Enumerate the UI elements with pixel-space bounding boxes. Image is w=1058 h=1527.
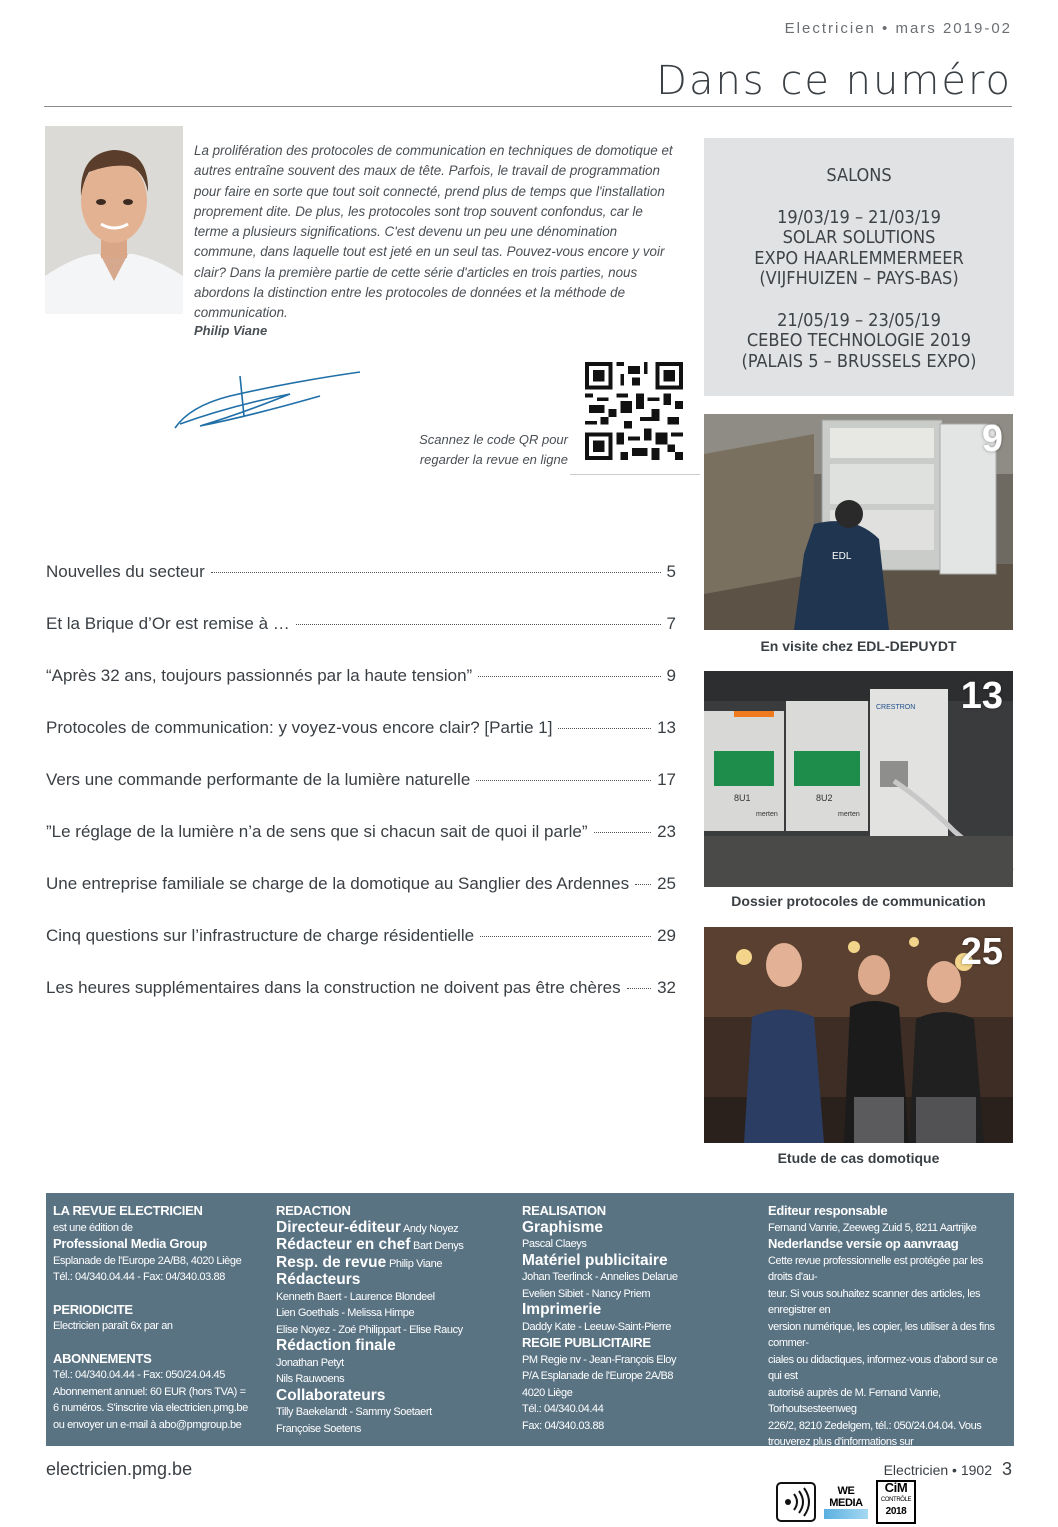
website-link[interactable]: electricien.pmg.be <box>46 1459 193 1479</box>
colophon-person: Elise Noyez - Zoé Philippart - Elise Raucy <box>276 1323 463 1336</box>
colophon-role: Graphisme <box>522 1218 603 1236</box>
colophon-person: Andy Noyez <box>402 1222 459 1235</box>
colophon-line: ou envoyer un e-mail à abo@pmgroup.be <box>53 1418 242 1431</box>
colophon-role: Matériel publicitaire <box>522 1251 668 1269</box>
colophon-person: Lien Goethals - Melissa Himpe <box>276 1307 415 1319</box>
colophon-line: Cette revue professionnelle est protégée par les droits d'au- <box>768 1254 983 1283</box>
colophon-line: 4020 Liège <box>522 1386 573 1399</box>
colophon-heading: Nederlandse versie op aanvraag <box>768 1236 959 1251</box>
crestron-logo: CRESTRON <box>876 704 916 711</box>
colophon-heading: ABONNEMENTS <box>53 1350 152 1366</box>
toc-title: Protocoles de communication: y voyez-vous encore clair? [Partie 1] <box>46 718 553 737</box>
colophon-heading: LA REVUE ELECTRICIEN <box>53 1203 203 1218</box>
toc-page: 23 <box>657 822 676 841</box>
event2-location: (PALAIS 5 – BRUSSELS EXPO) <box>741 350 977 372</box>
we-media-bar <box>824 1509 868 1519</box>
colophon-line: Fernand Vanrie, Zeeweg Zuid 5, 8211 Aartrijke <box>768 1221 977 1234</box>
colophon-heading: REDACTION <box>276 1203 351 1218</box>
title-divider <box>44 106 1012 107</box>
toc-page: 13 <box>657 718 676 737</box>
colophon-person: Evelien Sibiet - Nancy Priem <box>522 1287 651 1300</box>
colophon-production <box>522 1203 752 1434</box>
salons-heading: SALONS <box>826 165 892 186</box>
colophon-role: Resp. de revue <box>276 1253 387 1271</box>
module-brand-1: merten <box>756 811 778 818</box>
issue-meta: Electricien • mars 2019-02 <box>784 20 1012 37</box>
toc-item[interactable] <box>46 874 676 894</box>
feature-caption: Dossier protocoles de communication <box>731 893 986 909</box>
press-copyrights-logo-icon <box>776 1482 816 1522</box>
feature-photo-team[interactable] <box>704 927 1013 1143</box>
toc-title: Une entreprise familiale se charge de la domotique au Sanglier des Ardennes <box>46 874 630 893</box>
colophon-line: trouverez plus d'informations sur www.presscopyrights.be <box>768 1436 914 1465</box>
colophon-line: ciales ou didactiques, informez-vous d'abord sur ce qui est <box>768 1353 998 1382</box>
colophon-person: Kenneth Baert - Laurence Blondeel <box>276 1290 435 1303</box>
module-label-1: 8U1 <box>734 793 751 803</box>
colophon-person: Françoise Soetens <box>276 1422 361 1435</box>
event1-venue: EXPO HAARLEMMERMEER <box>754 247 964 269</box>
page-footer <box>884 1459 1012 1480</box>
colophon-role: Collaborateurs <box>276 1386 386 1404</box>
toc-item[interactable] <box>46 562 676 582</box>
toc-page: 29 <box>657 926 676 945</box>
page-title: Dans ce numéro <box>656 58 1012 104</box>
colophon-line: Fax: 04/340.03.88 <box>522 1419 604 1432</box>
toc-item[interactable] <box>46 614 676 634</box>
toc-title: Cinq questions sur l’infrastructure de charge résidentielle <box>46 926 475 945</box>
cim-logo <box>876 1480 916 1524</box>
toc-page: 32 <box>657 978 676 997</box>
toc-item[interactable] <box>46 822 676 842</box>
colophon-heading: REGIE PUBLICITAIRE <box>522 1335 651 1350</box>
toc-title: Et la Brique d’Or est remise à … <box>46 614 290 633</box>
qr-code-icon[interactable] <box>585 362 683 460</box>
toc-page: 9 <box>666 666 676 685</box>
colophon-role: Directeur-éditeur <box>276 1218 401 1236</box>
event1-location: (VIJFHUIZEN – PAYS-BAS) <box>759 268 959 289</box>
author-name: Philip Viane <box>194 323 268 338</box>
certification-logos <box>768 1477 924 1527</box>
colophon-person: Nils Rauwoens <box>276 1373 345 1385</box>
colophon-editorial <box>276 1203 506 1437</box>
module-label-2: 8U2 <box>816 793 833 803</box>
salons-box <box>704 138 1014 396</box>
colophon-line: Professional Media Group <box>53 1236 207 1251</box>
colophon-person: Bart Denys <box>413 1240 464 1252</box>
edl-shirt-logo: EDL <box>832 551 852 562</box>
we-media-logo-text: MEDIA <box>829 1497 863 1509</box>
editorial-text: La prolifération des protocoles de communication en techniques de domotique et autres entraîne souvent des maux de tête. Parfois, le travail de programmation pour faire en sorte que tout soit connecté, prend plus de temps que l'installation proprement dite. De plus, les protocoles sont trop souvent confondus, car le terme a plusieurs significations. C'est devenu un peu une dénomination commune, dans laquelle tout est jeté en un seul tas. Pouvez-vous encore y voir clair? Dans la première partie de cette série d'articles en trois parties, nous abordons la distinction entre les protocoles de données et la méthode de communication. <box>194 143 673 321</box>
toc-title: Les heures supplémentaires dans la construction ne doivent pas être chères <box>46 978 621 997</box>
colophon-line: autorisé auprès de M. Fernand Vanrie, Torhoutsesteenweg <box>768 1386 941 1415</box>
toc-item[interactable] <box>46 926 676 946</box>
toc-title: Vers une commande performante de la lumière naturelle <box>46 770 471 789</box>
colophon-publisher <box>53 1203 273 1433</box>
feature-photo-electrician[interactable] <box>704 414 1013 630</box>
colophon-line: Esplanade de l'Europe 2A/B8, 4020 Liège <box>53 1254 242 1267</box>
feature-caption: En visite chez EDL-DEPUYDT <box>760 638 957 654</box>
colophon-person: Philip Viane <box>388 1257 443 1270</box>
colophon-line: PM Regie nv - Jean-François Eloy <box>522 1353 677 1366</box>
page-number: 3 <box>1001 1459 1012 1479</box>
author-signature <box>170 366 370 436</box>
cim-logo-text: CONTRÔLE <box>880 1497 912 1503</box>
colophon-person: Jonathan Petyt <box>276 1356 344 1369</box>
issue-number: Electricien • 1902 <box>883 1462 992 1478</box>
colophon-role: Imprimerie <box>522 1301 602 1318</box>
toc-title: ”Le réglage de la lumière n’a de sens que si chacun sait de quoi il parle” <box>46 822 588 841</box>
colophon-person: Daddy Kate - Leeuw-Saint-Pierre <box>522 1320 672 1333</box>
colophon-line: version numérique, les copier, les utiliser à des fins commer- <box>768 1320 995 1349</box>
toc-item[interactable] <box>46 770 676 790</box>
colophon-heading: Editeur responsable <box>768 1203 888 1218</box>
colophon-line: 226/2, 8210 Zedelgem, tél.: 050/24.04.04. Vous <box>768 1419 982 1432</box>
colophon-person: Pascal Claeys <box>522 1238 587 1250</box>
colophon-person: Johan Teerlinck - Annelies Delarue <box>522 1271 678 1283</box>
module-brand-2: merten <box>838 811 860 818</box>
toc-title: “Après 32 ans, toujours passionnés par la haute tension” <box>46 666 473 685</box>
cim-logo-text: 2018 <box>885 1506 907 1517</box>
we-media-logo <box>824 1485 868 1519</box>
event2-dates: 21/05/19 – 23/05/19 <box>777 309 941 331</box>
feature-photo-modules[interactable] <box>704 671 1013 887</box>
toc-item[interactable] <box>46 978 676 998</box>
event2-name: CEBEO TECHNOLOGIE 2019 <box>746 330 972 351</box>
colophon-line: Electricien paraît 6x par an <box>53 1320 173 1332</box>
author-portrait <box>45 126 183 314</box>
colophon-role: Rédaction finale <box>276 1337 396 1354</box>
event1-name: SOLAR SOLUTIONS <box>782 227 936 248</box>
feature-caption: Etude de cas domotique <box>777 1150 940 1166</box>
qr-caption-line1: Scannez le code QR pour <box>419 432 568 447</box>
colophon-role: Rédacteur en chef <box>276 1236 411 1253</box>
colophon-line: Tél.: 04/340.04.44 <box>522 1403 604 1415</box>
toc-title: Nouvelles du secteur <box>46 562 205 581</box>
colophon-line: Abonnement annuel: 60 EUR (hors TVA) = <box>53 1385 246 1398</box>
qr-divider <box>570 474 700 475</box>
toc-page: 7 <box>666 614 676 633</box>
feature-number: 9 <box>981 418 1003 460</box>
colophon-line: Tél.: 04/340.04.44 - Fax: 04/340.03.88 <box>53 1271 225 1283</box>
qr-caption-line2: regarder la revue en ligne <box>419 452 568 467</box>
colophon-heading: PERIODICITE <box>53 1301 133 1317</box>
colophon-heading: REALISATION <box>522 1203 606 1218</box>
cim-logo-text: CiM <box>884 1480 908 1495</box>
feature-number: 13 <box>960 675 1003 717</box>
we-media-logo-text: WE <box>837 1485 855 1497</box>
colophon-person: Tilly Baekelandt - Sammy Soetaert <box>276 1406 432 1418</box>
qr-caption <box>380 430 568 470</box>
colophon-line: P/A Esplanade de l'Europe 2A/B8 <box>522 1370 674 1382</box>
toc-page: 25 <box>657 874 676 893</box>
event1-dates: 19/03/19 – 21/03/19 <box>777 206 941 228</box>
toc-page: 17 <box>657 770 676 789</box>
colophon-line: Tél.: 04/340.04.44 - Fax: 050/24.04.45 <box>53 1369 225 1381</box>
toc-item[interactable] <box>46 718 676 738</box>
colophon-role: Rédacteurs <box>276 1271 361 1288</box>
colophon-line: est une édition de <box>53 1221 133 1234</box>
colophon-line: 6 numéros. S'inscrire via electricien.pmg.be <box>53 1402 248 1414</box>
toc-page: 5 <box>666 562 676 581</box>
feature-number: 25 <box>960 931 1003 973</box>
toc-item[interactable] <box>46 666 676 686</box>
colophon-line: teur. Si vous souhaitez scanner des articles, les enregistrer en <box>768 1287 981 1316</box>
